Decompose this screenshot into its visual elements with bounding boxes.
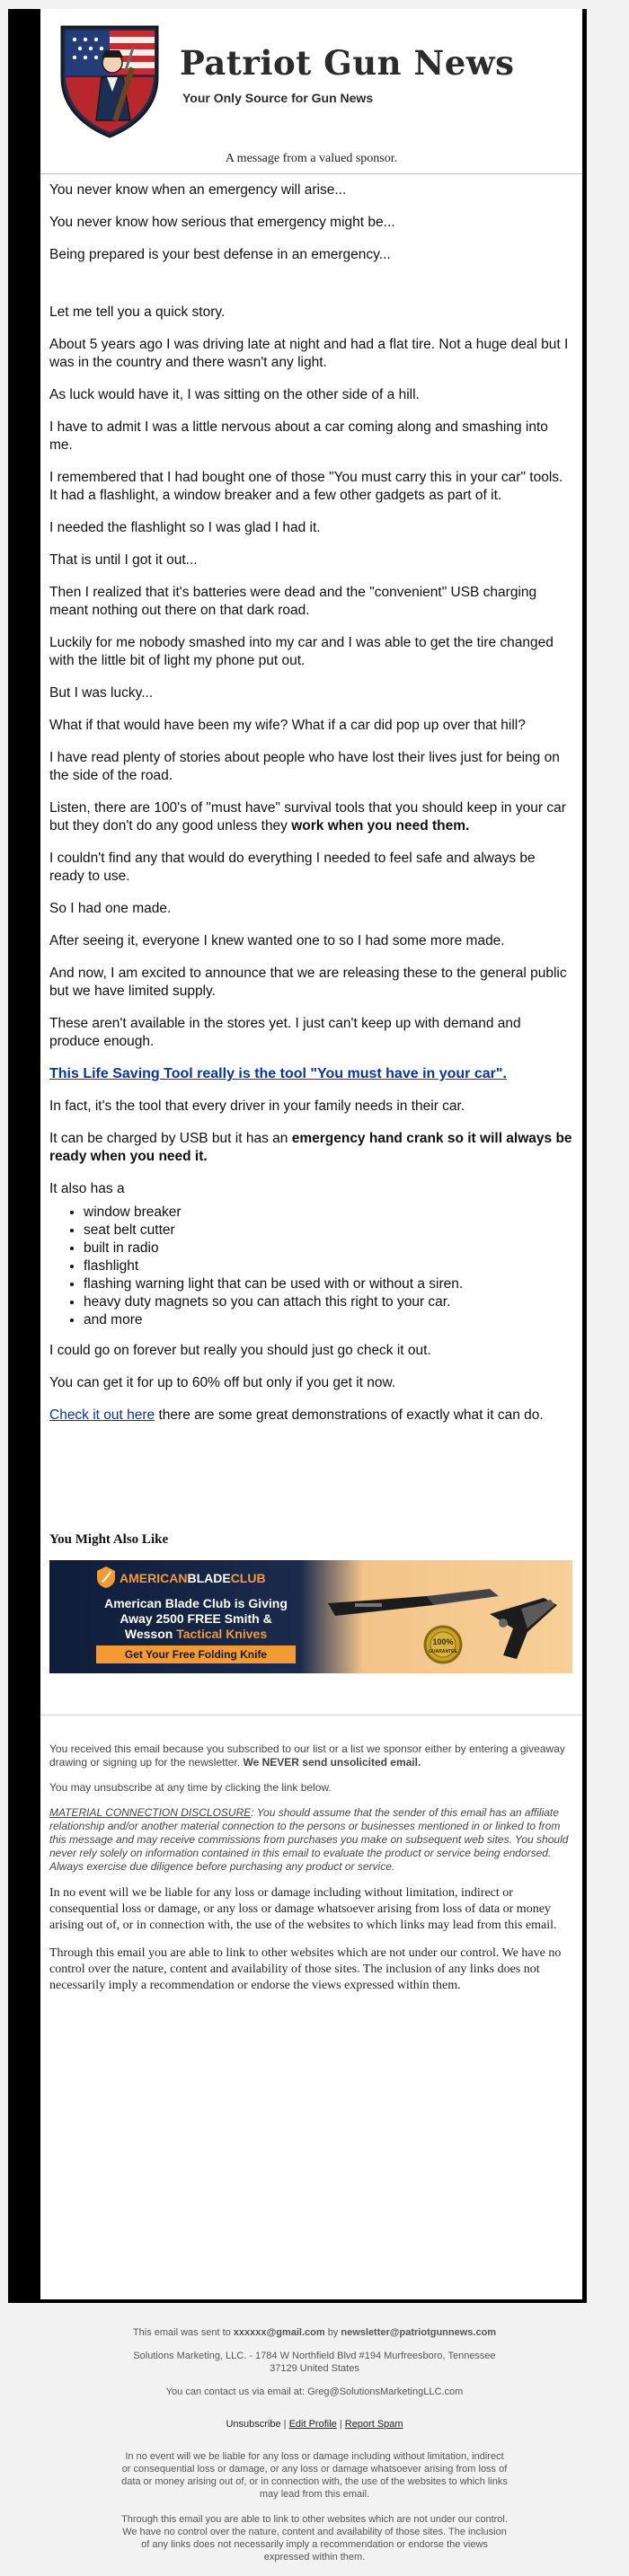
- article-paragraph: [49, 1065, 573, 1083]
- fine-paragraph: You may unsubscribe at any time by clicking the link below.: [49, 1781, 332, 1794]
- article-paragraph: I needed the flashlight so I was glad I had it.: [49, 520, 321, 535]
- sponsor-note: A message from a valued sponsor.: [225, 152, 398, 165]
- article-text: there are some great demonstrations of exactly what it can do.: [155, 1407, 544, 1423]
- article-paragraph: But I was lucky...: [49, 685, 154, 701]
- article-text: It can be charged by USB but it has an: [49, 1131, 292, 1146]
- disclosure-text: : You should assume that the sender of this email has an affiliate relationship and/or another material connection to the persons or businesses mentioned in or linked to from this message and may receive commissions from purchases you make on subsequent web sites. You should never rely solely on information contained in this email to evaluate the product or service being endorsed. Always exercise due diligence before purchasing any product or service.: [49, 1806, 569, 1873]
- article-emphasis: emergency hand crank so it will always be ready when you need it.: [49, 1131, 572, 1164]
- recipient-email: xxxxxx@gmail.com: [233, 2327, 325, 2338]
- check-it-out-link[interactable]: Check it out here: [49, 1407, 155, 1423]
- article-paragraph: It also has a: [49, 1181, 125, 1196]
- list-item: • and more: [84, 1311, 573, 1329]
- company-zip: 37129 United States: [270, 2363, 359, 2374]
- outer-third-party: Through this email you are able to link to other websites which are not under our control. We have no control over the nature, content and availability of those sites. The inclusion of any links does not necessarily imply a recommendation or endorse the views expressed within them.: [121, 2514, 508, 2563]
- sent-text: This email was sent to: [132, 2327, 234, 2338]
- disclosure-paragraph: [49, 1806, 573, 1874]
- outer-liability: In no event will we be liable for any loss or damage including without limitation, indirect or consequential loss or damage, or any loss or damage whatsoever arising from loss of data or money arising out of, or in connection with, the use of the websites to which links may lead from this email.: [121, 2451, 508, 2500]
- article-paragraph: As luck would have it, I was sitting on the other side of a hill.: [49, 387, 420, 402]
- blade-club-icon: [96, 1566, 116, 1589]
- article-paragraph: What if that would have been my wife? What if a car did pop up over that hill?: [49, 718, 526, 733]
- report-spam-link[interactable]: Report Spam: [344, 2419, 403, 2430]
- article-paragraph: And now, I am excited to announce that we are releasing these to the general public but we have limited supply.: [49, 966, 567, 999]
- company-address: [0, 2350, 629, 2375]
- article-paragraph: I have read plenty of stories about people who have lost their lives just for being on the side of the road.: [49, 750, 560, 783]
- footer-links: [0, 2418, 629, 2430]
- outer-footer: [0, 2326, 629, 2576]
- ad-headline-line: [75, 1627, 317, 1642]
- link-separator: |: [336, 2419, 345, 2430]
- unsubscribe-link[interactable]: Unsubscribe: [226, 2419, 281, 2430]
- contact-line: You can contact us via email at: Greg@SolutionsMarketingLLC.com: [165, 2386, 464, 2397]
- ad-headline-part: Wesson: [124, 1627, 177, 1641]
- sent-notice: [0, 2326, 629, 2339]
- ad-banner[interactable]: [49, 1560, 572, 1673]
- article-paragraph: In fact, it's the tool that every driver in your family needs in their car.: [49, 1098, 465, 1114]
- also-like-title: You Might Also Like: [49, 1532, 169, 1547]
- list-item: • built in radio: [84, 1239, 573, 1257]
- fine-print: [40, 1716, 582, 1994]
- article-paragraph: You can get it for up to 60% off but only if you get it now.: [49, 1375, 396, 1390]
- article-paragraph: Being prepared is your best defense in an emergency...: [49, 247, 391, 262]
- fine-text: You received this email because you subscribed to our list or a list we sponsor either by entering a giveaway drawing or signing up for the newsletter.: [49, 1742, 565, 1769]
- article-paragraph: Luckily for me nobody smashed into my car and I was able to get the tire changed with the little bit of light my phone put out.: [49, 635, 554, 668]
- article-body: [40, 174, 582, 1425]
- ad-headline-part: Tactical Knives: [176, 1627, 268, 1641]
- article-paragraph: You never know how serious that emergency might be...: [49, 215, 395, 230]
- article-paragraph: [49, 799, 573, 835]
- free-knife-button[interactable]: Get Your Free Folding Knife: [96, 1645, 296, 1663]
- edit-profile-link[interactable]: Edit Profile: [288, 2419, 337, 2430]
- brand-tagline: Your Only Source for Gun News: [182, 91, 374, 105]
- knives-image-icon: [319, 1569, 567, 1668]
- ad-brand-part: AMERICAN: [120, 1571, 188, 1585]
- sender-email: newsletter@patriotgunnews.com: [341, 2327, 497, 2338]
- guarantee-seal-top: 100%: [432, 1637, 454, 1646]
- ad-headline-line: American Blade Club is Giving: [104, 1596, 288, 1610]
- ad-brand-part: CLUB: [230, 1571, 266, 1585]
- list-item: • seat belt cutter: [84, 1222, 573, 1239]
- article-paragraph: I couldn't find any that would do everything I needed to feel safe and always be ready to use.: [49, 851, 536, 884]
- brand-title: Patriot Gun News: [180, 43, 515, 83]
- article-paragraph: After seeing it, everyone I knew wanted one to so I had some more made.: [49, 933, 505, 948]
- article-paragraph: These aren't available in the stores yet. I just can't keep up with demand and produce enough.: [49, 1016, 521, 1049]
- sent-text: by: [324, 2327, 341, 2338]
- fine-paragraph: [49, 1742, 573, 1769]
- third-party-paragraph: Through this email you are able to link to other websites which are not under our control. We have no control over the nature, content and availability of those sites. The inclusion of any links does not necessarily imply a recommendation or endorse the views expressed within them.: [49, 1946, 562, 1992]
- company-line: Solutions Marketing, LLC. - 1784 W Northfield Blvd #194 Murfreesboro, Tennessee: [133, 2351, 496, 2361]
- list-item: • heavy duty magnets so you can attach this right to your car.: [84, 1293, 573, 1311]
- liability-paragraph: In no event will we be liable for any loss or damage including without limitation, indirect or consequential loss or damage, or any loss or damage whatsoever arising from loss of data or money arising out of, or in connection with, the use of the websites to which links may lead from this email.: [49, 1886, 557, 1932]
- article-paragraph: Then I realized that it's batteries were dead and the "convenient" USB charging meant nothing out there on that dark road.: [49, 585, 537, 618]
- article-paragraph: That is until I got it out...: [49, 552, 198, 568]
- list-item: • window breaker: [84, 1204, 573, 1222]
- ad-headline: [75, 1596, 317, 1642]
- disclosure-label: MATERIAL CONNECTION DISCLOSURE: [49, 1806, 252, 1819]
- email-card: [40, 9, 582, 2299]
- ad-brand: [120, 1571, 266, 1585]
- patriot-logo-icon: [57, 22, 163, 138]
- article-text: Listen, there are 100's of "must have" survival tools that you should keep in your car but they don't do any good unless they: [49, 800, 566, 834]
- email-header: [40, 9, 582, 139]
- article-paragraph: Let me tell you a quick story.: [49, 304, 226, 320]
- feature-list: [49, 1204, 573, 1329]
- fine-emphasis: We NEVER send unsolicited email.: [243, 1756, 421, 1769]
- ad-brand-part: BLADE: [187, 1571, 231, 1585]
- ad-headline-line: Away 2500 FREE Smith &: [120, 1611, 272, 1626]
- article-paragraph: So I had one made.: [49, 901, 172, 916]
- article-emphasis: work when you need them.: [291, 818, 470, 834]
- article-paragraph: [49, 1130, 573, 1166]
- article-paragraph: I have to admit I was a little nervous about a car coming along and smashing into me.: [49, 419, 548, 453]
- link-separator: |: [280, 2419, 289, 2430]
- list-item: • flashing warning light that can be used with or without a siren.: [84, 1275, 573, 1293]
- article-paragraph: [49, 1407, 573, 1425]
- article-paragraph: You never know when an emergency will arise...: [49, 182, 347, 198]
- product-headline-link[interactable]: This Life Saving Tool really is the tool "You must have in your car".: [49, 1066, 507, 1081]
- article-paragraph: About 5 years ago I was driving late at night and had a flat tire. Not a huge deal but I was in the country and there wasn't any light.: [49, 337, 569, 370]
- article-paragraph: I could go on forever but really you should just go check it out.: [49, 1343, 431, 1358]
- guarantee-seal-bottom: GUARANTEE: [429, 1649, 457, 1654]
- article-paragraph: I remembered that I had bought one of those "You must carry this in your car" tools. It had a flashlight, a window breaker and a few other gadgets as part of it.: [49, 470, 563, 503]
- list-item: • flashlight: [84, 1257, 573, 1275]
